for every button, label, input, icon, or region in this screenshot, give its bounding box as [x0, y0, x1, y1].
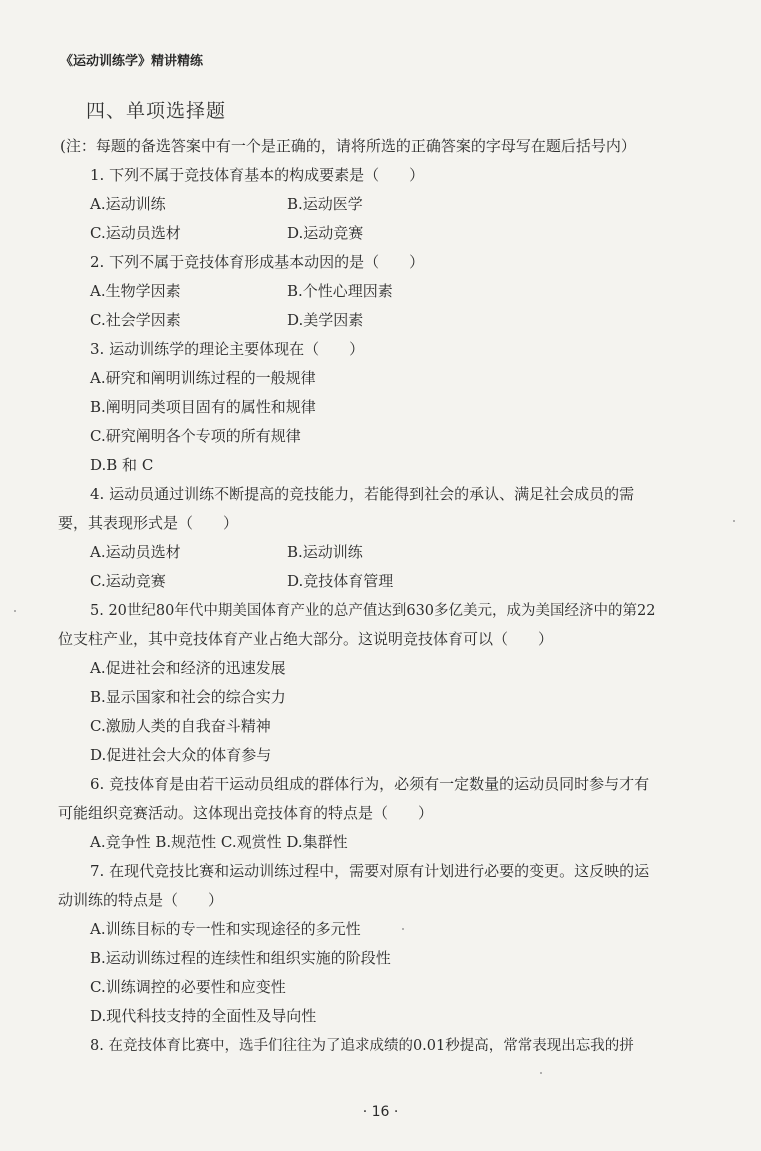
- scan-speck: [540, 1072, 542, 1074]
- option-7d: D.现代科技支持的全面性及导向性: [90, 1007, 317, 1025]
- question-1: 1. 下列不属于竞技体育基本的构成要素是（ ）: [90, 166, 425, 184]
- question-6-line-2: 可能组织竞赛活动。这体现出竞技体育的特点是（ ）: [58, 804, 434, 822]
- scan-speck: [14, 610, 16, 612]
- question-4-line-1: 4. 运动员通过训练不断提高的竞技能力，若能得到社会的承认、满足社会成员的需: [90, 485, 635, 503]
- book-title-header: 《运动训练学》精讲精练: [60, 54, 204, 69]
- scan-speck: [733, 520, 735, 522]
- option-1d: D.运动竞赛: [287, 224, 364, 242]
- page-number: · 16 ·: [362, 1104, 399, 1120]
- question-5-line-1: 5. 20世纪80年代中期美国体育产业的总产值达到630多亿美元，成为美国经济中的第22: [90, 603, 656, 619]
- option-3c: C.研究阐明各个专项的所有规律: [90, 427, 301, 445]
- option-2b: B.个性心理因素: [287, 282, 393, 300]
- option-6-all: A.竞争性 B.规范性 C.观赏性 D.集群性: [90, 833, 348, 851]
- instruction-note: (注：每题的备选答案中有一个是正确的，请将所选的正确答案的字母写在题后括号内）: [60, 137, 636, 155]
- question-2: 2. 下列不属于竞技体育形成基本动因的是（ ）: [90, 253, 425, 271]
- question-4-line-2: 要，其表现形式是（ ）: [58, 514, 239, 532]
- question-3: 3. 运动训练学的理论主要体现在（ ）: [90, 340, 365, 358]
- option-4b: B.运动训练: [287, 543, 363, 561]
- question-6-line-1: 6. 竞技体育是由若干运动员组成的群体行为，必须有一定数量的运动员同时参与才有: [90, 775, 650, 793]
- option-4d: D.竞技体育管理: [287, 572, 394, 590]
- option-3a: A.研究和阐明训练过程的一般规律: [90, 369, 316, 387]
- option-1b: B.运动医学: [287, 195, 363, 213]
- option-5d: D.促进社会大众的体育参与: [90, 746, 272, 764]
- option-1a: A.运动训练: [90, 195, 166, 213]
- question-7-line-1: 7. 在现代竞技比赛和运动训练过程中，需要对原有计划进行必要的变更。这反映的运: [90, 862, 650, 880]
- question-5-line-2: 位支柱产业，其中竞技体育产业占绝大部分。这说明竞技体育可以（ ）: [58, 630, 554, 648]
- question-8-line-1: 8. 在竞技体育比赛中，选手们往往为了追求成绩的0.01秒提高，常常表现出忘我的拼: [90, 1038, 634, 1054]
- option-5a: A.促进社会和经济的迅速发展: [90, 659, 286, 677]
- option-5c: C.激励人类的自我奋斗精神: [90, 717, 271, 735]
- option-2d: D.美学因素: [287, 311, 364, 329]
- question-7-line-2: 动训练的特点是（ ）: [58, 891, 224, 909]
- option-7a: A.训练目标的专一性和实现途径的多元性: [90, 920, 361, 938]
- option-2c: C.社会学因素: [90, 311, 181, 329]
- option-7c: C.训练调控的必要性和应变性: [90, 978, 286, 996]
- scan-speck: [402, 928, 404, 930]
- option-3b: B.阐明同类项目固有的属性和规律: [90, 398, 316, 416]
- option-7b: B.运动训练过程的连续性和组织实施的阶段性: [90, 949, 391, 967]
- option-3d: D.B 和 C: [90, 456, 154, 474]
- option-1c: C.运动员选材: [90, 224, 181, 242]
- section-title: 四、单项选择题: [86, 100, 227, 122]
- option-2a: A.生物学因素: [90, 282, 181, 300]
- option-4c: C.运动竞赛: [90, 572, 166, 590]
- option-5b: B.显示国家和社会的综合实力: [90, 688, 286, 706]
- option-4a: A.运动员选材: [90, 543, 181, 561]
